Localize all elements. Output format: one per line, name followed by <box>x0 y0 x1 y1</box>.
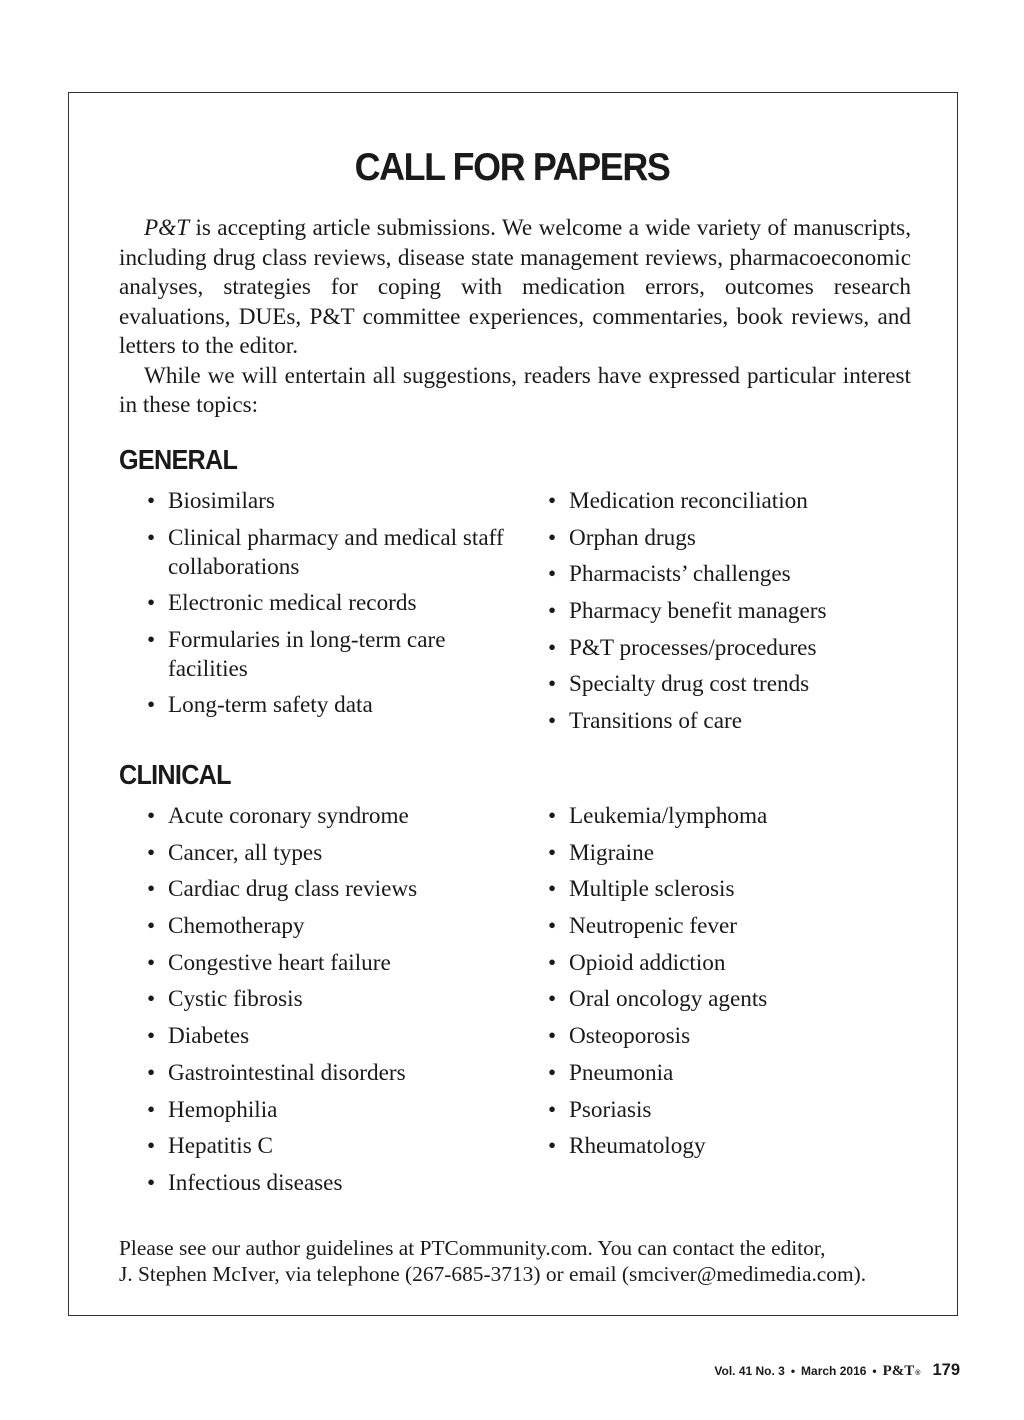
topic-item: • Opioid addiction <box>546 949 926 978</box>
topic-item: • Migraine <box>546 839 926 868</box>
topic-item: • Cystic fibrosis <box>145 985 505 1014</box>
topic-item: • Pharmacists’ challenges <box>546 560 926 589</box>
topic-item: • Long-term safety data <box>145 691 505 720</box>
topic-item: • Specialty drug cost trends <box>546 670 926 699</box>
footer-separator: • <box>790 1364 796 1378</box>
topic-item: • Chemotherapy <box>145 912 505 941</box>
topic-item: • Transitions of care <box>546 707 926 736</box>
general-topics-left <box>145 487 505 728</box>
topic-item: • Osteoporosis <box>546 1022 926 1051</box>
topic-item: • Rheumatology <box>546 1132 926 1161</box>
clinical-heading: CLINICAL <box>119 759 231 790</box>
topic-item: • Infectious diseases <box>145 1169 505 1198</box>
topic-item: • Gastrointestinal disorders <box>145 1059 505 1088</box>
volume-issue: Vol. 41 No. 3 <box>714 1364 785 1378</box>
topic-item: • Leukemia/lymphoma <box>546 802 926 831</box>
intro-paragraph-1 <box>119 214 911 362</box>
page-footer <box>714 1361 960 1380</box>
topic-item: • Psoriasis <box>546 1096 926 1125</box>
general-topics-right <box>546 487 926 744</box>
topic-item: • Orphan drugs <box>546 524 926 553</box>
topic-item: • Neutropenic fever <box>546 912 926 941</box>
topic-item: • Formularies in long-term care facilities <box>145 626 505 684</box>
topic-item: • P&T processes/procedures <box>546 634 926 663</box>
author-guidelines-line-2: J. Stephen McIver, via telephone (267-685-3713) or email (smciver@medimedia.com). <box>119 1262 867 1286</box>
page-title: CALL FOR PAPERS <box>354 146 670 189</box>
topic-item: • Hepatitis C <box>145 1132 505 1161</box>
footer-separator: • <box>872 1364 877 1378</box>
registered-mark: ® <box>915 1370 921 1377</box>
topic-item: • Acute coronary syndrome <box>145 802 505 831</box>
intro-text <box>119 214 911 421</box>
topic-item: • Medication reconciliation <box>546 487 926 516</box>
topic-item: • Pharmacy benefit managers <box>546 597 926 626</box>
clinical-topics-right <box>546 802 926 1169</box>
clinical-topics-left <box>145 802 505 1206</box>
author-guidelines-note <box>119 1235 919 1287</box>
topic-item: • Clinical pharmacy and medical staff collaborations <box>145 524 505 582</box>
issue-date: March 2016 <box>801 1364 867 1378</box>
topic-item: • Diabetes <box>145 1022 505 1051</box>
topic-item: • Multiple sclerosis <box>546 875 926 904</box>
topic-item: • Congestive heart failure <box>145 949 505 978</box>
journal-logo: P&T <box>882 1363 915 1379</box>
topic-item: • Biosimilars <box>145 487 505 516</box>
topic-item: • Pneumonia <box>546 1059 926 1088</box>
journal-name: P&T <box>144 215 190 241</box>
topic-item: • Cardiac drug class reviews <box>145 875 505 904</box>
general-heading: GENERAL <box>119 444 238 475</box>
topic-item: • Hemophilia <box>145 1096 505 1125</box>
intro-paragraph-1-text: is accepting article submissions. We welcome a wide variety of manuscripts, including drug class reviews, disease state management reviews, pharmacoeconomic analyses, strategies for coping with medication errors, outcomes research evaluations, DUEs, P&T committee experiences, commentaries, book reviews, and letters to the editor. <box>119 215 911 359</box>
topic-item: • Cancer, all types <box>145 839 505 868</box>
intro-paragraph-2: While we will entertain all suggestions, readers have expressed particular interest in these topics: <box>119 362 911 418</box>
topic-item: • Electronic medical records <box>145 589 505 618</box>
page-number: 179 <box>932 1361 960 1379</box>
topic-item: • Oral oncology agents <box>546 985 926 1014</box>
author-guidelines-line-1: Please see our author guidelines at PTCommunity.com. You can contact the editor, <box>119 1236 826 1260</box>
